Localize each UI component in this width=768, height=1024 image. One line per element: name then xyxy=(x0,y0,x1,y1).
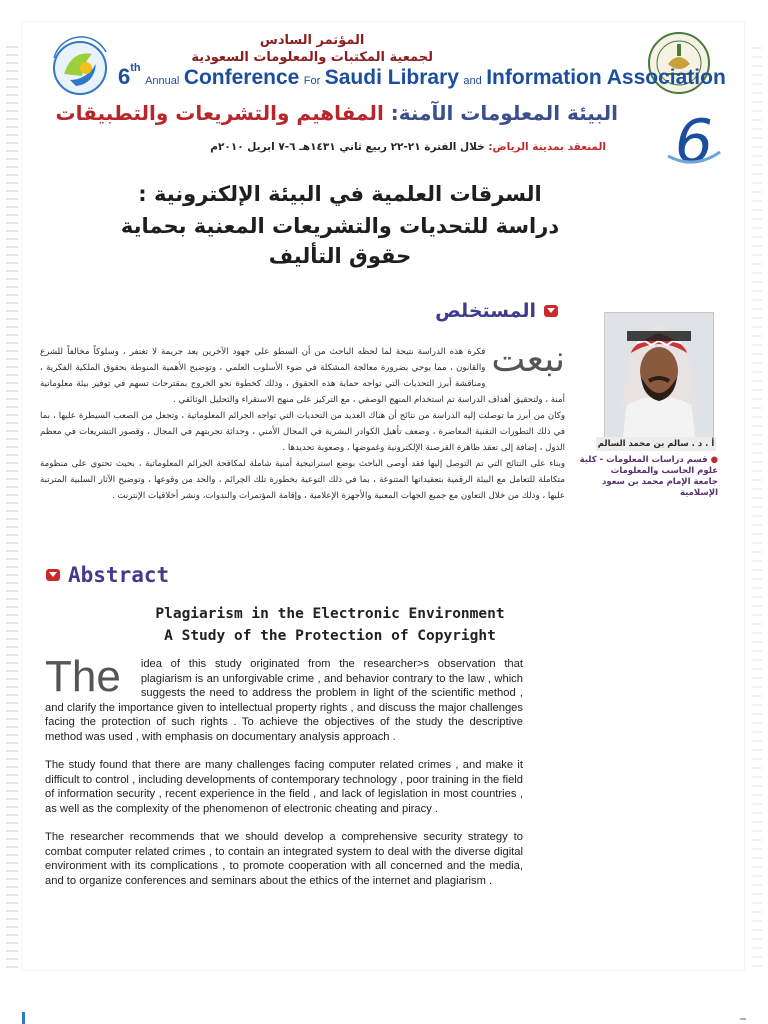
six-digit: 6 xyxy=(674,112,714,170)
conference-for: For xyxy=(303,75,321,87)
abstract-en-dropcap: The xyxy=(45,652,121,701)
abstract-ar-dropcap: نبعت xyxy=(491,339,565,380)
venue-label: المنعقد بمدينة الرياض: xyxy=(488,141,606,153)
affiliation-line3: جامعة الإمام محمد بن سعود xyxy=(602,477,718,487)
abstract-en-p1-text: idea of this study originated from the researcher>s observation that plagiarism is an unforgivable crime , and behavior contrary to the law , which suggests the need to address the problem in light of the scientific method , and clarify the importance given to intellectual property rights , and discuss the major challenges facing the protection of such rights . To achieve the objectives of the study the descriptive method was used , with emphasis on documentary analysis approach . xyxy=(45,658,523,743)
abstract-ar-paragraph1 xyxy=(40,339,565,408)
conference-number: 6 xyxy=(118,64,131,89)
conference-english-header xyxy=(118,62,726,90)
abstract-en-paragraph2: The study found that there are many challenges facing computer related crimes , and make it difficult to control , including developments of contemporary technology , poor training in the field of information security , recent experience in the field , and lack of legislation in most countries , as well as the complexity of the phenomenon of electronic cheating and piracy . xyxy=(45,759,523,815)
information-security-logo xyxy=(42,28,118,104)
conference-arabic-header xyxy=(191,33,433,65)
conference-saudi-library: Saudi Library xyxy=(324,66,459,89)
author-name: أ . د . سالم بن محمد السالم xyxy=(597,439,715,449)
affiliation-line1: قسم دراسات المعلومات - كلية xyxy=(579,455,708,465)
author-affiliation xyxy=(579,455,718,499)
affiliation-line4: الإسلامية xyxy=(680,488,718,498)
conference-arabic-line2: لجمعية المكتبات والمعلومات السعودية xyxy=(191,50,433,65)
conference-information-association: Information Association xyxy=(486,66,726,89)
conference-annual: Annual xyxy=(145,75,180,87)
abstract-en-paragraph1 xyxy=(45,652,523,744)
abstract-en-heading-text: Abstract xyxy=(68,563,170,587)
section-bullet-icon xyxy=(46,569,60,581)
abstract-ar-p1-text: فكرة هذه الدراسة نتيجة لما لحظه الباحث من أن السطو على جهود الآخرين يعد جريمة لا تغتفر ، وسلوكاً مخالفاً للشرع والقانون ، مما يوحي بضرورة معالجة المشكلة في ضوء الأسلوب العلمي ، وتوضيح الأهمية المنوطة بحقوق الملكية الفكرية ، ومناقشة أبرز التحديات التي تواجه حماية هذه الحقوق ، وذلك كخطوة نحو الخروج بمقترحات تسهم في توفير بيئة معلوماتية أمنة ، ولتحقيق أهداف الدراسة تم استخدام المنهج الوصفي ، مع التركيز على منهج الاستقراء والتحليل الوثائقي . xyxy=(40,347,565,405)
abstract-ar-heading xyxy=(435,300,558,322)
conference-number-suffix: th xyxy=(130,62,141,74)
paper-title-ar-line3: حقوق التأليف xyxy=(268,244,412,268)
conference-word: Conference xyxy=(183,66,300,89)
affiliation-bullet-icon: ● xyxy=(710,455,718,465)
sixth-conference-logo xyxy=(660,112,728,170)
section-bullet-icon xyxy=(544,305,558,317)
theme-part2: المفاهيم والتشريعات والتطبيقات xyxy=(55,101,384,125)
decorative-right-strip xyxy=(752,40,762,970)
conference-venue xyxy=(210,141,606,153)
paper-title-ar-line2: دراسة للتحديات والتشريعات المعنية بحماية xyxy=(120,214,560,238)
conference-theme xyxy=(56,101,618,125)
author-portrait-image xyxy=(605,313,713,437)
author-photo xyxy=(604,312,714,438)
conference-and: and xyxy=(463,75,482,87)
paper-title-en-line1: Plagiarism in the Electronic Environment xyxy=(155,606,505,622)
abstract-ar-paragraph3: وبناء على النتائج التي تم التوصل إليها فقد أوصى الباحث بوضع استراتيجية أمنية شاملة لمكافحة الجرائم المعلوماتية ، بحيث تحتوي على منظومة متكاملة للتعامل مع البيئة الرقمية بتعقيداتها المتنوعة ، بما في ذلك التوعية بخطورة تلك الجرائم ، والحد من وقوعها ، وتوضيح الآثار السلبية المترتبة عليها ، وذلك من خلال التعاون مع جميع الجهات المعنية والأجهزة الإعلامية ، وإقامة المؤتمرات والندوات، ونشر أخلاقيات الإنترنت . xyxy=(40,459,565,501)
abstract-en-body xyxy=(45,652,523,902)
affiliation-line2: علوم الحاسب والمعلومات xyxy=(610,466,718,476)
abstract-ar-paragraph2: وكان من أبرز ما توصلت إليه الدراسة من نتائج أن هناك العديد من التحديات التي تواجه الجرائم المعلوماتية ، وتجعل من الصعب السيطرة عليها ، بما في ذلك التطورات التقنية المعاصرة ، وضعف تأهيل الكوادر البشرية في المجال الأمني ، وحداثة تجربتهم في المجال ، وقصور التشريعات في معظم الدول ، إضافة إلى تعقد ظاهرة القرصنة الإلكترونية وغموضها ، وصعوبة تحديدها . xyxy=(40,411,565,453)
abstract-ar-heading-text: المستخلص xyxy=(435,300,536,322)
abstract-en-paragraph3: The researcher recommends that we should develop a comprehensive security strategy to combat computer related crimes , to contain an integrated system to deal with the diverse digital environment with its complications , to promote cooperation with all concerned and the media, and to organize conferences and seminars about the ethics of the internet and plagiarism . xyxy=(45,831,523,887)
page-edge-mark-right xyxy=(740,1018,746,1020)
abstract-en-heading xyxy=(46,563,169,587)
decorative-left-strip xyxy=(6,40,18,970)
abstract-ar-body xyxy=(40,339,565,504)
conference-arabic-line1: المؤتمر السادس xyxy=(259,33,365,48)
venue-dates: خلال الفترة ٢١-٢٢ ربيع ثاني ١٤٣١هـ ٦-٧ ابريل ٢٠١٠م xyxy=(210,141,485,153)
paper-title-en-line2: A Study of the Protection of Copyright xyxy=(164,628,496,644)
theme-part1: البيئة المعلومات الآمنة: xyxy=(390,101,618,125)
paper-title-ar-line1: السرقات العلمية في البيئة الإلكترونية : xyxy=(138,182,542,206)
page-edge-mark xyxy=(22,1012,25,1024)
